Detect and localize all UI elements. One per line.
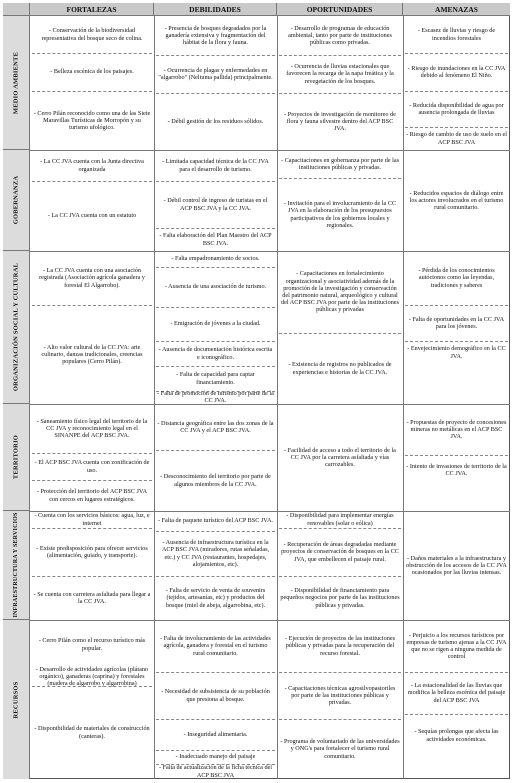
fortaleza-item: - Disponibilidad de materiales de construcción (canteras). — [34, 725, 150, 740]
debilidad-item: - Débil control de ingreso de turistas en el ACP BSC JVA y la CC JVA. — [163, 197, 268, 212]
fortaleza-item: - La CC JVA cuenta con un estatuto — [47, 212, 137, 220]
header-oportunidades: OPORTUNIDADES — [277, 3, 403, 16]
fortaleza-item: - Cerro Pilán como el recurso turístico más popular. — [38, 637, 146, 652]
debilidad-item: - Ausencia de infraestructura turística en la ACP BSC JVA (miradores, rutas señaladas, etc.) y CC JVA (restaurantes, hospedajes, alojamientos, etc). — [161, 539, 270, 568]
debilidad-item: - Ausencia de documentación histórica escrita e iconográfico. — [158, 346, 273, 361]
fortaleza-item: - Cuenta con los servicios básicos: agua, luz, e internet — [34, 512, 150, 527]
category-label: TERRITORIO — [12, 434, 20, 480]
fortaleza-item: - La CC JVA cuenta con una asociación registrada (Asociación agrícola ganadera y forestal El Algarrobo). — [39, 267, 145, 289]
category-recursos — [3, 620, 30, 779]
amenaza-item: - Reducida disponibilidad de agua por ausencia prolongada de lluvias — [409, 101, 504, 116]
category-territorio — [3, 404, 30, 511]
oportunidad-item: - Ocurrencia de lluvias estacionales que favorecen la recarga de la napa freática y la revegetación de los bosques. — [286, 63, 394, 85]
oportunidad-item: - Capacitaciones técnicas agrosilvopastoriles por parte de las instituciones públicas y privadas. — [284, 684, 396, 707]
oportunidad-item: - Capacitaciones en fortalecimiento organizacional y asociatividad además de la promoción de la investigación y conservación del patrimonio natural, arqueológico y cultural del ACP BSC JVA por parte de las instituciones públicas y privadas — [281, 270, 399, 314]
amenaza-item: - Sequías prolongas que afecta las actividades económicas. — [414, 728, 499, 743]
debilidad-item: - Inadecuado manejo del paisaje — [175, 753, 256, 761]
debilidad-item: - Falta elaboración del Plan Maestro del ACP BSC JVA. — [159, 232, 272, 247]
debilidad-item: - Distancia geográfica entre las dos zonas de la CC JVA y el ACP BSC JVA. — [157, 419, 274, 434]
debilidad-item: - Falta de servicio de venta de souvenirs (tejidos, artesanías, etc) y productos del bosque (miel de abeja, algarrobina, etc). — [165, 587, 266, 609]
fortaleza-item: - Desarrollo de actividades agrícolas (plátano orgánico), ganaderas (caprina) y forestales (madera de algarrobo y algarrobina) — [35, 665, 149, 688]
oportunidad-item: - Invitación para el involucramiento de la CC JVA en la elaboración de los presupuestos participativos de los gobiernos locales y regionales. — [283, 200, 397, 229]
oportunidad-item: - Desarrollo de programas de educación ambiental, tanto por parte de instituciones públicas como privadas. — [288, 24, 392, 47]
oportunidad-item: - Disponibilidad de financiamiento para pequeños negocios por parte de las instituciones públicas y privadas. — [280, 587, 400, 609]
header-blank — [3, 3, 30, 16]
amenaza-item: - Propuestas de proyecto de concesiones mineras no metálicas en el ACP BSC JVA. — [406, 418, 507, 441]
oportunidad-item: - Proyectos de investigación de monitoreo de flora y fauna silvestre dentro del ACP BSC JVA. — [284, 110, 396, 133]
category-label: INFRAESTRUCTURA Y SERVICIOS — [13, 512, 19, 618]
debilidad-item: - Inseguridad alimentaria. — [183, 730, 248, 738]
fortaleza-item: - La CC JVA cuenta con la Junta directiva organizada — [40, 158, 144, 173]
debilidad-item: - Falta de involucramiento de las actividades agrícola, ganadera y forestal en el turismo rural comunitario. — [160, 635, 271, 657]
oportunidad-item: - Programa de voluntariado de las universidades y ONG's para fortalecer el turismo rural comunitario. — [280, 738, 400, 760]
debilidad-item: - Falta de actualización de la ficha técnica del ACP BSC JVA — [158, 764, 273, 779]
amenaza-item: - Envejecimiento demográfico en la CC JVA. — [407, 345, 506, 360]
category-label: GOBERNANZA — [12, 175, 20, 225]
category-label: ORGANIZACIÓN SOCIAL Y CULTURAL — [12, 262, 20, 392]
amenaza-item: - Perjuicio a los recursos turísticos por empresas de turismo ajenas a la CC JVA que no se rigen a ninguna medida de control — [406, 631, 507, 661]
fortaleza-item: - Protección del territorio del ACP BSC JVA con cercos en lugares estratégicos. — [36, 488, 148, 503]
category-gobernanza — [3, 150, 30, 251]
header-debilidades: DEBILIDADES — [154, 3, 277, 16]
amenaza-item: - Pérdida de los conocimientos autóctonos como las leyendas, tradiciones y saberes — [418, 267, 495, 289]
fortaleza-item: - El ACP BSC JVA cuenta con zonificación de uso. — [34, 459, 150, 474]
fortaleza-item: - Saneamiento físico legal del territorio de la CC JVA y reconocimiento legal en el SINANPE del ACP BSC JVA. — [36, 417, 148, 440]
amenaza-item: - Reducidos espacios de diálogo entre los actores involucrados en el turismo rural comunitario. — [409, 189, 504, 212]
category-label: RECURSOS — [12, 681, 20, 718]
header-fortalezas: FORTALEZAS — [30, 3, 154, 16]
category-medio-ambiente — [3, 16, 30, 150]
debilidad-item: - Necesidad de subsistencia de su población que presiona al bosque. — [161, 688, 270, 703]
oportunidad-item: - Facilidad de acceso a todo el territorio de la CC JVA por la carretera asfaltada y vías carrozables. — [284, 446, 396, 469]
debilidad-item: - Falta de paquete turístico del ACP BSC JVA. — [158, 517, 273, 525]
debilidad-item: - Falta empadronamiento de socios. — [171, 255, 260, 263]
debilidad-item: - Falta de promoción de turismo por parte de la CC JVA. — [157, 389, 274, 404]
oportunidad-item: - Capacitaciones en gobernanza por parte de las instituciones públicas y privadas. — [280, 156, 400, 171]
category-infraestructura — [3, 511, 30, 620]
category-organizacion-social — [3, 251, 30, 404]
debilidad-item: - Limitada capacidad técnica de la CC JVA para el desarrollo de turismo. — [162, 158, 269, 173]
fortaleza-item: - Se cuenta con carretera asfaltada para llegar a la CC JVA. — [33, 590, 151, 605]
debilidad-item: - Emigración de jóvenes a la ciudad. — [170, 320, 261, 328]
amenaza-item: - Intento de invasiones de territorio de la CC JVA. — [406, 462, 507, 477]
header-amenazas: AMENAZAS — [403, 3, 510, 16]
fortaleza-item: - Belleza escénica de los paisajes. — [50, 68, 134, 76]
amenaza-item: - Riesgo de cambio de uso de suelo en el ACP BSC JVA — [406, 131, 507, 146]
debilidad-item: - Falta de capacidad para captar financiamiento. — [176, 371, 255, 386]
oportunidad-item: - Ejecución de proyectos de las instituciones públicas y privadas para la recuperación del recurso forestal. — [285, 635, 395, 657]
debilidad-item: - Ocurrencia de plagas y enfermedades en "algarrobo" (Neltuma pallida) principalmente. — [158, 66, 273, 81]
debilidad-item: - Débil gestión de los residuos sólidos. — [167, 117, 264, 125]
debilidad-item: - Presencia de bosques degradados por la ganadería extensiva y fragmentación del hábitat de la flora y fauna. — [164, 24, 267, 47]
fortaleza-item: - Conservación de la biodiversidad representativa del bosque seco de colina. — [41, 27, 143, 42]
amenaza-item: - La estacionalidad de las lluvias que modifica la belleza escénica del paisaje del ACP BSC JVA — [407, 682, 506, 704]
fortaleza-item: - Cerro Pilán reconocido como una de las Siete Maravillas Turísticas de Morropón y su turismo ufológico. — [33, 109, 151, 132]
oportunidad-item: - Disponibilidad para implementar energías renovables (solar o eólica) — [286, 512, 394, 527]
oportunidad-item: - Existencia de registros no publicados de experiencias e historias de la CC JVA. — [288, 361, 392, 376]
amenaza-item: - Escasez de lluvias y riesgo de incendios forestales — [417, 27, 496, 42]
debilidad-item: - Ausencia de una asociación de turismo. — [164, 283, 267, 291]
category-label: MEDIO AMBIENTE — [12, 51, 20, 114]
debilidad-item: - Desconocimiento del territorio por parte de algunos miembros de la CC JVA. — [160, 473, 271, 488]
amenaza-item: - Daños materiales a la infraestructura y obstrucción de los accesos de la CC JVA ocasionados por las lluvias intensas. — [406, 554, 507, 577]
oportunidad-item: - Recuperación de áreas degradadas mediante proyectos de conservación de bosques en la CC JVA, que embellecen el paisaje rural. — [281, 541, 399, 563]
fortaleza-item: - Alto valor cultural de la CC JVA: arte culinario, danzas tradicionales, creencias populares (Cerro Pilán). — [41, 343, 143, 366]
fortaleza-item: - Existe predisposición para ofrecer servicios (alimentación, guiado, y transporte). — [36, 544, 148, 559]
amenaza-item: - Falta de oportunidades en la CC JVA para los jóvenes. — [408, 315, 505, 330]
amenaza-item: - Riesgo de inundaciones en la CC JVA debido al fenómeno El Niño. — [407, 64, 506, 79]
